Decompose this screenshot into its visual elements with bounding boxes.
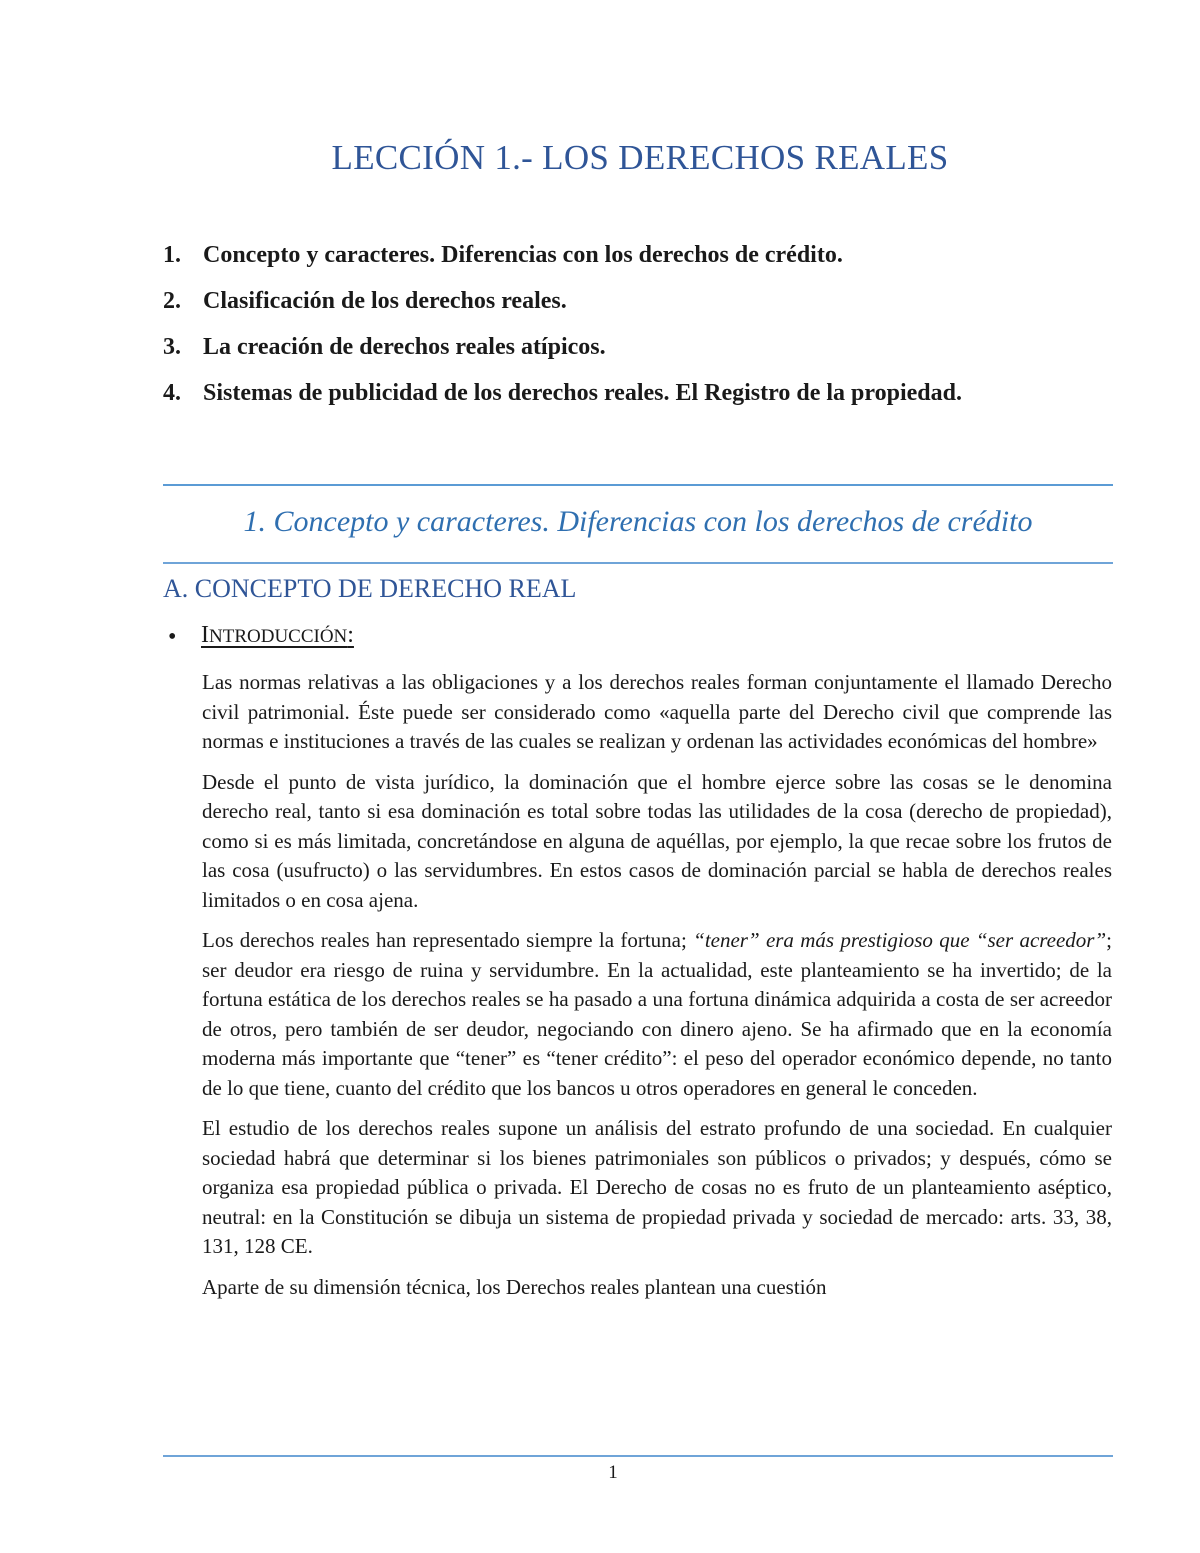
- paragraph-italic-quote: “tener” era más prestigioso que “ser acreedor”: [693, 928, 1107, 952]
- paragraph: Desde el punto de vista jurídico, la dominación que el hombre ejerce sobre las cosas se le denomina derecho real, tanto si esa dominación es total sobre todas las utilidades de la cosa (derecho de propiedad), como si es más limitada, concretándose en alguna de aquéllas, por ejemplo, la que recae sobre los frutos de las cosa (usufructo) o las servidumbres. En estos casos de dominación parcial se habla de derechos reales limitados o en cosa ajena.: [202, 769, 1112, 912]
- paragraph: El estudio de los derechos reales supone un análisis del estrato profundo de una sociedad. En cualquier sociedad habrá que determinar si los bienes patrimoniales son públicos o privados; y después, cómo se organiza esa propiedad pública o privada. El Derecho de cosas no es fruto de un planteamiento aséptico, neutral: en la Constitución se dibuja un sistema de propiedad privada y sociedad de mercado: arts. 33, 38, 131, 128 CE.: [202, 1116, 1112, 1258]
- section-bottom-rule: [163, 562, 1113, 564]
- toc-item-number: 1.: [163, 242, 181, 268]
- page-number: 1: [608, 1462, 618, 1483]
- bullet-heading-rest: NTRODUCCIÓN: [209, 626, 348, 647]
- toc-item-number: 3.: [163, 334, 181, 360]
- body-text: [202, 668, 1112, 1313]
- paragraph: Las normas relativas a las obligaciones y a los derechos reales forman conjuntamente el llamado Derecho civil patrimonial. Éste puede ser considerado como «aquella parte del Derecho civil que comprende las normas e instituciones a través de las cuales se realizan y ordenan las actividades económicas del hombre»: [202, 670, 1112, 753]
- toc-item-text: La creación de derechos reales atípicos.: [203, 334, 606, 360]
- bullet-icon: •: [168, 624, 177, 650]
- bullet-heading-text: [201, 622, 354, 649]
- section-heading: 1. Concepto y caracteres. Diferencias con los derechos de crédito: [243, 505, 1033, 538]
- bullet-heading-initial: I: [201, 622, 209, 648]
- bullet-heading-colon: :: [347, 622, 354, 648]
- subsection-heading: A. CONCEPTO DE DERECHO REAL: [163, 574, 577, 603]
- toc-item: [163, 376, 1063, 410]
- paragraph-text: Los derechos reales han representado siempre la fortuna;: [202, 928, 694, 952]
- toc-item-number: 4.: [163, 380, 181, 406]
- footer-rule: [163, 1455, 1113, 1457]
- toc-item: [163, 238, 1063, 272]
- lesson-title: LECCIÓN 1.- LOS DERECHOS REALES: [331, 138, 949, 177]
- toc-item: [163, 284, 1063, 318]
- paragraph: [202, 926, 1112, 1103]
- toc-item-text: Clasificación de los derechos reales.: [203, 288, 567, 314]
- toc-item: [163, 330, 1063, 364]
- toc-item-number: 2.: [163, 288, 181, 314]
- paragraph: Aparte de su dimensión técnica, los Derechos reales plantean una cuestión: [202, 1274, 827, 1299]
- paragraph-text: ; ser deudor era riesgo de ruina y servidumbre. En la actualidad, este planteamiento se ha invertido; de la fortuna estática de los derechos reales se ha pasado a una fortuna dinámica adquirida a costa de ser acreedor de otros, pero también de ser deudor, negociando con dinero ajeno. Se ha afirmado que en la economía moderna más importante que “tener” es “tener crédito”: el peso del operador económico depende, no tanto de lo que tiene, cuanto del crédito que los bancos u otros operadores en general le conceden.: [202, 928, 1113, 1100]
- table-of-contents: [163, 238, 1063, 422]
- toc-item-text: Sistemas de publicidad de los derechos reales. El Registro de la propiedad.: [203, 380, 962, 406]
- toc-item-text: Concepto y caracteres. Diferencias con los derechos de crédito.: [203, 242, 843, 268]
- section-top-rule: [163, 484, 1113, 486]
